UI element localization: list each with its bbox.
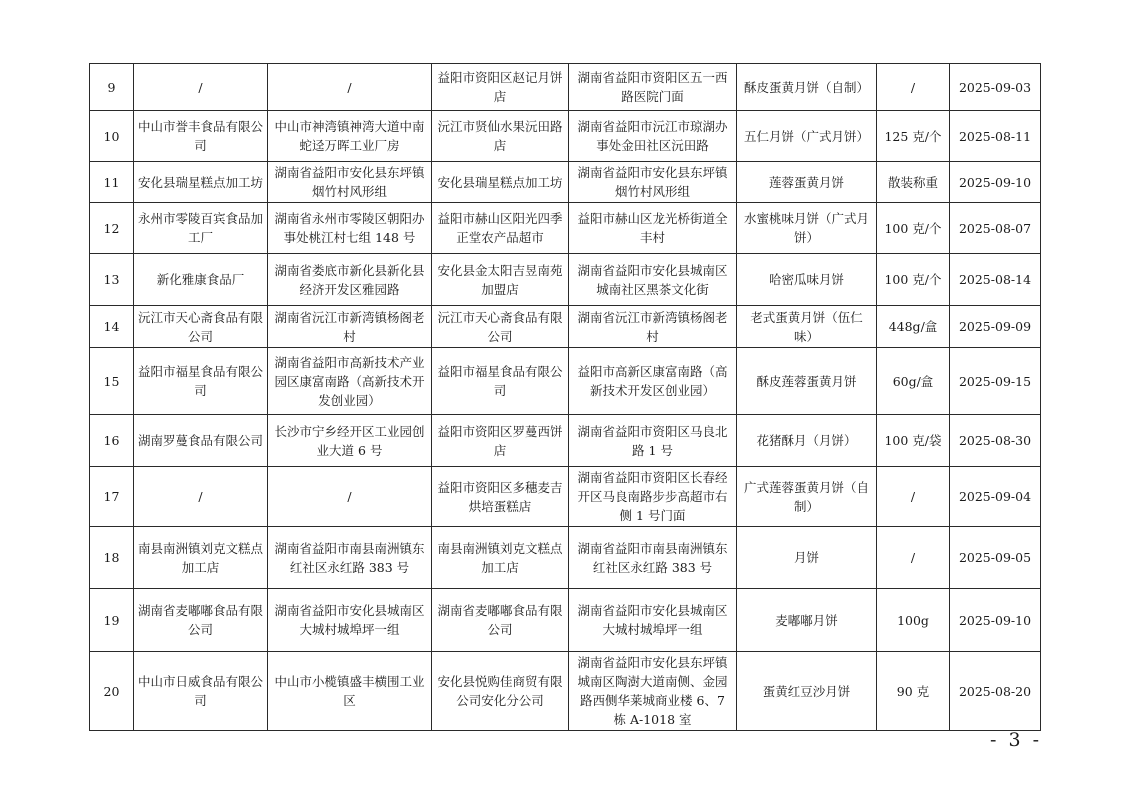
- cell-producer-address: /: [268, 467, 432, 527]
- cell-product: 广式莲蓉蛋黄月饼（自制）: [737, 467, 877, 527]
- table-row: [90, 589, 1041, 652]
- cell-date: 2025-08-30: [950, 415, 1041, 467]
- inspection-table: [89, 63, 1041, 731]
- cell-no: 12: [90, 203, 134, 254]
- cell-producer-address: 中山市小榄镇盛丰横围工业区: [268, 652, 432, 731]
- cell-seller: 南县南洲镇刘克文糕点加工店: [432, 527, 569, 589]
- cell-spec: 100 克/个: [877, 254, 950, 306]
- table-row: [90, 162, 1041, 203]
- cell-no: 20: [90, 652, 134, 731]
- cell-producer: /: [134, 467, 268, 527]
- cell-seller-address: 益阳市赫山区龙光桥街道全丰村: [569, 203, 737, 254]
- cell-product: 酥皮莲蓉蛋黄月饼: [737, 348, 877, 415]
- cell-date: 2025-09-05: [950, 527, 1041, 589]
- cell-seller-address: 湖南省沅江市新湾镇杨阁老村: [569, 306, 737, 348]
- cell-date: 2025-08-20: [950, 652, 1041, 731]
- cell-producer: 安化县瑞星糕点加工坊: [134, 162, 268, 203]
- cell-seller-address: 湖南省益阳市安化县城南区大城村城埠坪一组: [569, 589, 737, 652]
- cell-producer: 中山市日威食品有限公司: [134, 652, 268, 731]
- cell-producer: 沅江市天心斋食品有限公司: [134, 306, 268, 348]
- cell-no: 10: [90, 111, 134, 162]
- cell-producer-address: 湖南省益阳市安化县城南区大城村城埠坪一组: [268, 589, 432, 652]
- cell-no: 19: [90, 589, 134, 652]
- table-row: [90, 348, 1041, 415]
- cell-seller-address: 湖南省益阳市资阳区长春经开区马良南路步步高超市右侧 1 号门面: [569, 467, 737, 527]
- cell-no: 11: [90, 162, 134, 203]
- cell-no: 15: [90, 348, 134, 415]
- cell-producer-address: 湖南省益阳市高新技术产业园区康富南路（高新技术开发创业园）: [268, 348, 432, 415]
- cell-producer-address: 长沙市宁乡经开区工业园创业大道 6 号: [268, 415, 432, 467]
- cell-product: 老式蛋黄月饼（伍仁味）: [737, 306, 877, 348]
- cell-spec: 100 克/袋: [877, 415, 950, 467]
- cell-date: 2025-08-14: [950, 254, 1041, 306]
- cell-date: 2025-09-10: [950, 162, 1041, 203]
- cell-seller-address: 湖南省益阳市资阳区马良北路 1 号: [569, 415, 737, 467]
- cell-producer-address: 湖南省沅江市新湾镇杨阁老村: [268, 306, 432, 348]
- cell-no: 18: [90, 527, 134, 589]
- cell-spec: /: [877, 64, 950, 111]
- cell-product: 月饼: [737, 527, 877, 589]
- cell-producer-address: /: [268, 64, 432, 111]
- table-row: [90, 203, 1041, 254]
- cell-spec: /: [877, 467, 950, 527]
- table-row: [90, 415, 1041, 467]
- cell-seller-address: 湖南省益阳市资阳区五一西路医院门面: [569, 64, 737, 111]
- table-row: [90, 527, 1041, 589]
- table-row: [90, 652, 1041, 731]
- cell-seller: 安化县悦购佳商贸有限公司安化分公司: [432, 652, 569, 731]
- cell-seller: 益阳市赫山区阳光四季正堂农产品超市: [432, 203, 569, 254]
- cell-spec: 448g/盒: [877, 306, 950, 348]
- cell-no: 17: [90, 467, 134, 527]
- cell-seller: 湖南省麦嘟嘟食品有限公司: [432, 589, 569, 652]
- cell-seller-address: 湖南省益阳市安化县城南区城南社区黑茶文化街: [569, 254, 737, 306]
- cell-date: 2025-09-15: [950, 348, 1041, 415]
- table-row: [90, 467, 1041, 527]
- cell-seller: 沅江市贤仙水果沅田路店: [432, 111, 569, 162]
- cell-seller: 益阳市资阳区赵记月饼店: [432, 64, 569, 111]
- cell-date: 2025-09-10: [950, 589, 1041, 652]
- cell-seller-address: 湖南省益阳市安化县东坪镇烟竹村风形组: [569, 162, 737, 203]
- table-row: [90, 111, 1041, 162]
- table-row: [90, 64, 1041, 111]
- cell-spec: 100g: [877, 589, 950, 652]
- cell-spec: 散装称重: [877, 162, 950, 203]
- cell-date: 2025-08-07: [950, 203, 1041, 254]
- cell-date: 2025-08-11: [950, 111, 1041, 162]
- cell-producer: /: [134, 64, 268, 111]
- cell-product: 莲蓉蛋黄月饼: [737, 162, 877, 203]
- cell-seller: 沅江市天心斋食品有限公司: [432, 306, 569, 348]
- cell-product: 花猪酥月（月饼）: [737, 415, 877, 467]
- cell-product: 酥皮蛋黄月饼（自制）: [737, 64, 877, 111]
- cell-product: 五仁月饼（广式月饼）: [737, 111, 877, 162]
- cell-seller: 益阳市资阳区多穗麦吉烘培蛋糕店: [432, 467, 569, 527]
- table-row: [90, 254, 1041, 306]
- cell-date: 2025-09-09: [950, 306, 1041, 348]
- cell-producer-address: 湖南省益阳市安化县东坪镇烟竹村风形组: [268, 162, 432, 203]
- cell-date: 2025-09-04: [950, 467, 1041, 527]
- cell-product: 水蜜桃味月饼（广式月饼）: [737, 203, 877, 254]
- cell-producer-address: 中山市神湾镇神湾大道中南蛇迳万晖工业厂房: [268, 111, 432, 162]
- table-body: [90, 64, 1041, 731]
- cell-date: 2025-09-03: [950, 64, 1041, 111]
- cell-spec: /: [877, 527, 950, 589]
- cell-spec: 125 克/个: [877, 111, 950, 162]
- cell-seller-address: 益阳市高新区康富南路（高新技术开发区创业园）: [569, 348, 737, 415]
- cell-seller: 益阳市资阳区罗蔓西饼店: [432, 415, 569, 467]
- cell-no: 14: [90, 306, 134, 348]
- cell-product: 麦嘟嘟月饼: [737, 589, 877, 652]
- cell-producer: 湖南罗蔓食品有限公司: [134, 415, 268, 467]
- cell-producer-address: 湖南省永州市零陵区朝阳办事处桃江村七组 148 号: [268, 203, 432, 254]
- page-number: - 3 -: [990, 729, 1043, 751]
- cell-producer-address: 湖南省娄底市新化县新化县经济开发区雅园路: [268, 254, 432, 306]
- cell-producer: 永州市零陵百宾食品加工厂: [134, 203, 268, 254]
- cell-producer: 中山市誉丰食品有限公司: [134, 111, 268, 162]
- cell-seller: 安化县金太阳吉昱南苑加盟店: [432, 254, 569, 306]
- cell-producer-address: 湖南省益阳市南县南洲镇东红社区永红路 383 号: [268, 527, 432, 589]
- cell-seller: 安化县瑞星糕点加工坊: [432, 162, 569, 203]
- cell-product: 蛋黄红豆沙月饼: [737, 652, 877, 731]
- cell-producer: 新化雅康食品厂: [134, 254, 268, 306]
- cell-seller-address: 湖南省益阳市南县南洲镇东红社区永红路 383 号: [569, 527, 737, 589]
- cell-seller-address: 湖南省益阳市沅江市琼湖办事处金田社区沅田路: [569, 111, 737, 162]
- cell-no: 16: [90, 415, 134, 467]
- cell-spec: 100 克/个: [877, 203, 950, 254]
- cell-producer: 南县南洲镇刘克文糕点加工店: [134, 527, 268, 589]
- cell-no: 9: [90, 64, 134, 111]
- table-row: [90, 306, 1041, 348]
- cell-seller-address: 湖南省益阳市安化县东坪镇城南区陶澍大道南侧、金园路西侧华莱城商业楼 6、7 栋 A-1018 室: [569, 652, 737, 731]
- cell-spec: 90 克: [877, 652, 950, 731]
- cell-product: 哈密瓜味月饼: [737, 254, 877, 306]
- cell-producer: 益阳市福星食品有限公司: [134, 348, 268, 415]
- cell-no: 13: [90, 254, 134, 306]
- cell-spec: 60g/盒: [877, 348, 950, 415]
- cell-producer: 湖南省麦嘟嘟食品有限公司: [134, 589, 268, 652]
- cell-seller: 益阳市福星食品有限公司: [432, 348, 569, 415]
